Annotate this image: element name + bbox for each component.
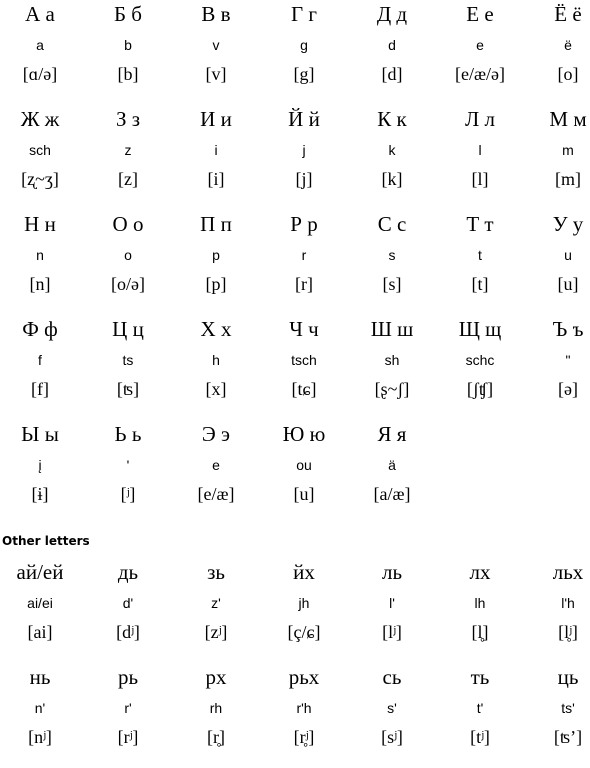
letter-glyph: рь [117, 665, 139, 689]
letter-glyph: В в [201, 2, 231, 26]
letter-glyph: нь [29, 665, 51, 689]
letter-glyph: ть [470, 665, 490, 689]
ipa-pronunciation: [t] [471, 274, 489, 294]
letter-glyph: Ш ш [370, 317, 414, 341]
ipa-pronunciation: [ʂ~ʃ] [374, 379, 410, 399]
alphabet-row [0, 0, 590, 105]
ipa-pronunciation: [lʲ] [382, 622, 402, 642]
letter-glyph: Ж ж [20, 107, 60, 131]
transliteration: s [388, 247, 396, 263]
letter-glyph: зь [207, 560, 225, 584]
letter-glyph: рьх [288, 665, 320, 689]
other-letters-heading: Other letters [2, 534, 90, 548]
transliteration: jh [298, 595, 310, 611]
letter-glyph: ць [557, 665, 579, 689]
transliteration: z [124, 142, 132, 158]
ipa-pronunciation: [e/æ/ə] [455, 64, 505, 84]
alphabet-row [0, 315, 590, 420]
transliteration: t' [476, 700, 484, 716]
ipa-pronunciation: [zʲ] [204, 622, 228, 642]
ipa-pronunciation: [tʲ] [470, 727, 490, 747]
transliteration: l'h [561, 595, 575, 611]
ipa-pronunciation: [b] [117, 64, 139, 84]
transliteration: ё [564, 37, 572, 53]
transliteration: r [301, 247, 307, 263]
ipa-pronunciation: [ʃʧ] [466, 379, 494, 399]
ipa-pronunciation: [d] [381, 64, 403, 84]
letter-glyph: К к [377, 107, 407, 131]
letter-glyph: А а [25, 2, 55, 26]
transliteration: schc [465, 352, 495, 368]
ipa-pronunciation: [r̥] [207, 727, 225, 747]
transliteration: e [212, 457, 220, 473]
ipa-pronunciation: [l] [471, 169, 489, 189]
letter-glyph: Ч ч [289, 317, 319, 341]
ipa-pronunciation: [g] [293, 64, 315, 84]
letter-glyph: Н н [24, 212, 56, 236]
ipa-pronunciation: [ɑ/ə] [22, 64, 58, 84]
transliteration: p [212, 247, 220, 263]
letter-glyph: Ы ы [21, 422, 59, 446]
transliteration: ä [388, 457, 396, 473]
letter-glyph: Ф ф [22, 317, 58, 341]
letter-glyph: льх [552, 560, 584, 584]
letter-glyph: Т т [466, 212, 494, 236]
ipa-pronunciation: [ɨ] [31, 484, 49, 504]
transliteration: d' [122, 595, 134, 611]
transliteration: b [124, 37, 132, 53]
transliteration: g [300, 37, 308, 53]
letter-glyph: С с [377, 212, 407, 236]
letter-glyph: Ь ь [114, 422, 142, 446]
transliteration: sch [29, 142, 51, 158]
letter-glyph: ль [381, 560, 403, 584]
ipa-pronunciation: [ʐ~ʒ] [21, 169, 59, 189]
ipa-pronunciation: [ʲ] [120, 484, 136, 504]
ipa-pronunciation: [p] [205, 274, 227, 294]
transliteration: l' [389, 595, 395, 611]
letter-glyph: Щ щ [458, 317, 502, 341]
ipa-pronunciation: [u] [557, 274, 579, 294]
transliteration: h [212, 352, 220, 368]
letter-glyph: Ю ю [282, 422, 326, 446]
transliteration: ai/ei [27, 595, 53, 611]
letter-glyph: Л л [465, 107, 495, 131]
transliteration: e [476, 37, 484, 53]
ipa-pronunciation: [z] [118, 169, 138, 189]
ipa-pronunciation: [r] [295, 274, 313, 294]
letter-glyph: Г г [290, 2, 317, 26]
ipa-pronunciation: [n] [29, 274, 51, 294]
ipa-pronunciation: [tɕ] [291, 379, 317, 399]
letter-glyph: Д д [376, 2, 408, 26]
transliteration: ou [296, 457, 312, 473]
letter-glyph: йх [293, 560, 315, 584]
ipa-pronunciation: [ai] [27, 622, 53, 642]
transliteration: " [565, 352, 571, 368]
ipa-pronunciation: [x] [205, 379, 227, 399]
transliteration: i [214, 142, 218, 158]
letter-glyph: рх [205, 665, 227, 689]
transliteration: rh [209, 700, 223, 716]
transliteration: o [124, 247, 132, 263]
ipa-pronunciation: [sʲ] [381, 727, 403, 747]
transliteration: lh [474, 595, 486, 611]
letter-glyph: сь [382, 665, 402, 689]
other-row [0, 558, 590, 663]
transliteration: m [562, 142, 574, 158]
ipa-pronunciation: [u] [293, 484, 315, 504]
transliteration: ' [126, 457, 130, 473]
letter-glyph: Я я [377, 422, 407, 446]
ipa-pronunciation: [v] [205, 64, 227, 84]
transliteration: l [478, 142, 482, 158]
ipa-pronunciation: [l̥ʲ] [558, 622, 578, 642]
transliteration: u [564, 247, 572, 263]
transliteration: ts [122, 352, 134, 368]
letter-glyph: П п [200, 212, 232, 236]
ipa-pronunciation: [ə] [558, 379, 578, 399]
transliteration: a [36, 37, 44, 53]
ipa-pronunciation: [k] [381, 169, 403, 189]
transliteration: t [478, 247, 482, 263]
transliteration: k [388, 142, 396, 158]
ipa-pronunciation: [ʦʼ] [553, 727, 583, 747]
ipa-pronunciation: [o] [557, 64, 579, 84]
letter-glyph: Ъ ъ [552, 317, 584, 341]
letter-glyph: Й й [288, 107, 320, 131]
letter-glyph: Е е [466, 2, 494, 26]
letter-glyph: З з [115, 107, 141, 131]
letter-glyph: Р р [290, 212, 318, 236]
ipa-pronunciation: [m] [555, 169, 581, 189]
transliteration: z' [211, 595, 221, 611]
letter-glyph: М м [549, 107, 587, 131]
ipa-pronunciation: [ʦ] [116, 379, 140, 399]
alphabet-row [0, 210, 590, 315]
ipa-pronunciation: [i] [207, 169, 225, 189]
alphabet-row [0, 420, 590, 525]
ipa-pronunciation: [r̥ʲ] [293, 727, 315, 747]
ipa-pronunciation: [rʲ] [117, 727, 139, 747]
transliteration: ts' [561, 700, 575, 716]
letter-glyph: ай/ей [16, 560, 64, 584]
transliteration: d [388, 37, 396, 53]
ipa-pronunciation: [dʲ] [116, 622, 140, 642]
letter-glyph: У у [552, 212, 584, 236]
ipa-pronunciation: [l̥] [471, 622, 489, 642]
ipa-pronunciation: [ç/ɕ] [287, 622, 321, 642]
ipa-pronunciation: [s] [382, 274, 402, 294]
other-row [0, 663, 590, 768]
letter-glyph: Ц ц [112, 317, 144, 341]
transliteration: n [36, 247, 44, 263]
letter-glyph: дь [117, 560, 139, 584]
letter-glyph: лх [469, 560, 491, 584]
letter-glyph: И и [200, 107, 232, 131]
alphabet-row [0, 105, 590, 210]
transliteration: v [212, 37, 220, 53]
ipa-pronunciation: [nʲ] [28, 727, 52, 747]
letter-glyph: Ё ё [554, 2, 582, 26]
transliteration: sh [384, 352, 400, 368]
ipa-pronunciation: [e/æ] [197, 484, 235, 504]
ipa-pronunciation: [a/æ] [373, 484, 411, 504]
letter-glyph: Х х [200, 317, 232, 341]
ipa-pronunciation: [f] [31, 379, 49, 399]
transliteration: į [38, 457, 42, 473]
transliteration: j [302, 142, 306, 158]
transliteration: f [38, 352, 42, 368]
letter-glyph: О о [112, 212, 144, 236]
transliteration: r'h [296, 700, 312, 716]
transliteration: n' [34, 700, 46, 716]
ipa-pronunciation: [o/ə] [111, 274, 145, 294]
transliteration: tsch [291, 352, 317, 368]
letter-glyph: Э э [201, 422, 231, 446]
transliteration: s' [387, 700, 397, 716]
letter-glyph: Б б [114, 2, 142, 26]
transliteration: r' [124, 700, 132, 716]
ipa-pronunciation: [j] [295, 169, 313, 189]
